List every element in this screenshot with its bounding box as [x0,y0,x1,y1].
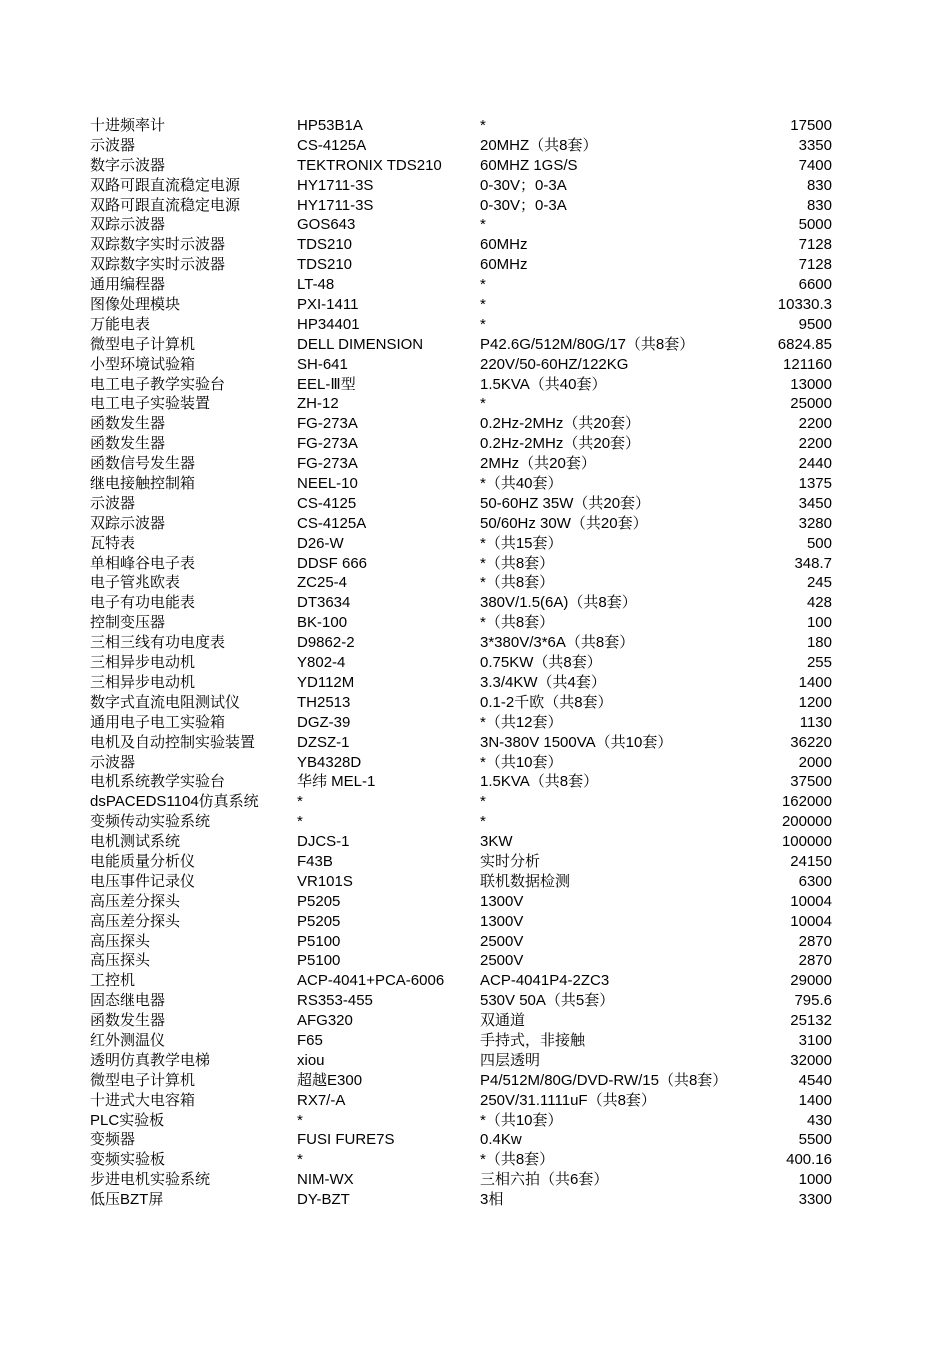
price-cell: 10330.3 [777,296,832,314]
specification-cell: 联机数据检测 [480,872,571,890]
model-cell: F65 [297,1031,323,1049]
table-row [90,613,832,633]
specification-cell: 250V/31.1111uF（共8套） [480,1091,656,1109]
specification-cell: 0.2Hz-2MHz（共20套） [480,435,641,453]
table-row [90,375,832,395]
equipment-name-cell: 三相异步电动机 [90,673,196,691]
model-cell: P5100 [297,952,341,970]
specification-cell: 0-30V；0-3A [480,176,567,194]
equipment-name-cell: 微型电子计算机 [90,335,196,353]
table-row [90,991,832,1011]
model-cell: CS-4125 [297,494,357,512]
equipment-name-cell: 电压事件记录仪 [90,872,196,890]
price-cell: 9500 [798,315,832,333]
model-cell: ACP-4041+PCA-6006 [297,972,445,990]
equipment-name-cell: 微型电子计算机 [90,1071,196,1089]
equipment-name-cell: 变频器 [90,1131,136,1149]
specification-cell: * [480,276,486,294]
price-cell: 10004 [790,912,832,930]
model-cell: CS-4125A [297,514,367,532]
equipment-name-cell: 高压探头 [90,952,151,970]
equipment-name-cell: 示波器 [90,753,136,771]
price-cell: 430 [806,1111,832,1129]
specification-cell: 1300V [480,912,524,930]
specification-cell: 60MHz [480,236,528,254]
table-row [90,673,832,693]
price-cell: 1130 [799,713,832,731]
model-cell: P5205 [297,912,341,930]
specification-cell: 220V/50-60HZ/122KG [480,355,629,373]
table-row [90,593,832,613]
specification-cell: 2500V [480,952,524,970]
table-row [90,1031,832,1051]
equipment-name-cell: 通用编程器 [90,276,166,294]
price-cell: 17500 [790,117,832,134]
equipment-name-cell: 电机系统教学实验台 [90,773,226,791]
specification-cell: *（共15套） [480,534,563,552]
model-cell: PXI-1411 [297,296,359,314]
price-cell: 3100 [798,1031,832,1049]
table-row [90,176,832,196]
table-row [90,215,832,235]
equipment-name-cell: 十进式大电容箱 [90,1091,196,1109]
model-cell: DELL DIMENSION [297,335,424,353]
price-cell: 25000 [790,395,832,413]
model-cell: GOS643 [297,216,356,234]
price-cell: 7128 [798,236,832,254]
table-row [90,1071,832,1091]
specification-cell: 实时分析 [480,852,541,870]
equipment-name-cell: 示波器 [90,494,136,512]
equipment-name-cell: 数字式直流电阻测试仪 [90,693,241,711]
equipment-name-cell: 电工电子实验装置 [90,395,211,413]
equipment-name-cell: 通用电子电工实验箱 [90,713,226,731]
price-cell: 2200 [798,435,832,453]
table-row [90,971,832,991]
table-row [90,1150,832,1170]
model-cell: DZSZ-1 [297,733,350,751]
table-row [90,753,832,773]
specification-cell: *（共10套） [480,1111,563,1129]
equipment-name-cell: 控制变压器 [90,614,166,632]
price-cell: 25132 [790,1012,832,1030]
specification-cell: *（共8套） [480,574,555,592]
equipment-name-cell: 工控机 [90,972,136,990]
model-cell: xiou [297,1051,325,1069]
specification-cell: 3*380V/3*6A（共8套） [480,634,635,652]
specification-cell: *（共10套） [480,753,563,771]
equipment-name-cell: 透明仿真教学电梯 [90,1051,211,1069]
table-row [90,872,832,892]
model-cell: RX7/-A [297,1091,346,1109]
specification-cell: 50-60HZ 35W（共20套） [480,494,651,512]
equipment-name-cell: 低压BZT屏 [90,1191,164,1209]
equipment-name-cell: dsPACEDS1104仿真系统 [90,793,259,811]
specification-cell: 双通道 [480,1012,526,1030]
equipment-name-cell: 数字示波器 [90,156,166,174]
equipment-name-cell: 瓦特表 [90,534,136,552]
equipment-name-cell: 三相三线有功电度表 [90,634,226,652]
table-row [90,434,832,454]
table-row [90,196,832,216]
specification-cell: 3相 [480,1191,504,1209]
model-cell: CS-4125A [297,136,367,154]
specification-cell: 0.75KW（共8套） [480,654,602,672]
model-cell: ZH-12 [297,395,339,413]
model-cell: EEL-Ⅲ型 [297,375,356,393]
equipment-name-cell: 小型环境试验箱 [90,355,196,373]
table-row [90,912,832,932]
specification-cell: *（共8套） [480,614,555,632]
table-row [90,554,832,574]
table-row [90,772,832,792]
price-cell: 24150 [790,852,832,870]
equipment-name-cell: 函数信号发生器 [90,455,196,473]
table-row [90,892,832,912]
equipment-name-cell: 红外测温仪 [90,1031,166,1049]
specification-cell: * [480,793,486,811]
specification-cell: P42.6G/512M/80G/17（共8套） [480,335,695,353]
price-cell: 2870 [798,952,832,970]
model-cell: * [297,793,303,811]
specification-cell: 四层透明 [480,1051,541,1069]
equipment-name-cell: 函数发生器 [90,435,166,453]
table-row [90,315,832,335]
specification-cell: * [480,813,486,831]
table-row [90,1091,832,1111]
equipment-name-cell: PLC实验板 [90,1111,165,1129]
model-cell: * [297,1151,303,1169]
specification-cell: 1.5KVA（共8套） [480,773,599,791]
equipment-name-cell: 高压差分探头 [90,912,181,930]
price-cell: 255 [806,654,832,672]
price-cell: 1400 [798,673,832,691]
specification-cell: 0-30V；0-3A [480,196,567,214]
equipment-name-cell: 双路可跟直流稳定电源 [90,176,241,194]
equipment-name-cell: 函数发生器 [90,1012,166,1030]
specification-cell: 1300V [480,892,524,910]
table-row [90,1130,832,1150]
table-row [90,713,832,733]
specification-cell: 3N-380V 1500VA（共10套） [480,733,673,751]
model-cell: DDSF 666 [297,554,368,572]
equipment-name-cell: 变频实验板 [90,1151,166,1169]
model-cell: YD112M [297,673,355,691]
equipment-name-cell: 双踪示波器 [90,514,166,532]
table-row [90,653,832,673]
price-cell: 200000 [781,813,832,831]
equipment-name-cell: 电能质量分析仪 [90,852,196,870]
table-row [90,1051,832,1071]
price-cell: 3280 [798,514,832,532]
specification-cell: * [480,315,486,333]
model-cell: RS353-455 [297,992,373,1010]
specification-cell: * [480,117,486,134]
equipment-name-cell: 继电接触控制箱 [90,475,196,493]
model-cell: F43B [297,852,333,870]
price-cell: 3450 [798,494,832,512]
equipment-name-cell: 电机及自动控制实验装置 [90,733,256,751]
model-cell: D9862-2 [297,634,355,652]
equipment-name-cell: 示波器 [90,136,136,154]
specification-cell: 530V 50A（共5套） [480,992,615,1010]
specification-cell: 60MHz [480,256,528,274]
specification-cell: 1.5KVA（共40套） [480,375,607,393]
equipment-name-cell: 电工电子教学实验台 [90,375,226,393]
price-cell: 795.6 [794,992,832,1010]
specification-cell: *（共40套） [480,475,563,493]
table-row [90,414,832,434]
price-cell: 29000 [790,972,832,990]
model-cell: FG-273A [297,415,358,433]
table-row [90,1170,832,1190]
equipment-name-cell: 高压探头 [90,932,151,950]
specification-cell: *（共8套） [480,1151,555,1169]
price-cell: 4540 [798,1071,832,1089]
model-cell: HY1711-3S [297,176,374,194]
equipment-name-cell: 万能电表 [90,315,151,333]
equipment-name-cell: 电子有功电能表 [90,594,196,612]
table-row [90,951,832,971]
table-row [90,116,832,136]
table-row [90,1011,832,1031]
table-row [90,792,832,812]
model-cell: BK-100 [297,614,348,632]
price-cell: 3350 [798,136,832,154]
table-row [90,295,832,315]
model-cell: 华纬 MEL-1 [297,773,376,791]
specification-cell: 0.2Hz-2MHz（共20套） [480,415,641,433]
specification-cell: 3.3/4KW（共4套） [480,673,606,691]
table-row [90,534,832,554]
price-cell: 2200 [798,415,832,433]
specification-cell: 手持式，非接触 [480,1031,586,1049]
model-cell: D26-W [297,534,344,552]
price-cell: 1000 [798,1171,832,1189]
equipment-name-cell: 单相峰谷电子表 [90,554,196,572]
equipment-name-cell: 双路可跟直流稳定电源 [90,196,241,214]
table-row [90,355,832,375]
price-cell: 500 [806,534,832,552]
equipment-table [90,116,832,1210]
price-cell: 100 [806,614,832,632]
specification-cell: 380V/1.5(6A)（共8套） [480,594,637,612]
price-cell: 162000 [781,793,832,811]
specification-cell: *（共8套） [480,554,555,572]
price-cell: 2440 [798,455,832,473]
table-row [90,852,832,872]
specification-cell: 三相六拍（共6套） [480,1171,609,1189]
table-row [90,136,832,156]
price-cell: 10004 [790,892,832,910]
table-row [90,812,832,832]
price-cell: 37500 [790,773,832,791]
specification-cell: *（共12套） [480,713,563,731]
equipment-name-cell: 十进频率计 [90,117,166,134]
specification-cell: * [480,395,486,413]
price-cell: 830 [806,196,832,214]
table-row [90,1111,832,1131]
equipment-name-cell: 电子管兆欧表 [90,574,181,592]
specification-cell: 2MHz（共20套） [480,455,596,473]
price-cell: 100000 [781,833,832,851]
table-row [90,454,832,474]
model-cell: P5100 [297,932,341,950]
table-row [90,335,832,355]
model-cell: YB4328D [297,753,362,771]
model-cell: 超越E300 [297,1071,363,1089]
price-cell: 1400 [798,1091,832,1109]
price-cell: 5500 [798,1131,832,1149]
table-row [90,394,832,414]
price-cell: 5000 [798,216,832,234]
specification-cell: 0.1-2千欧（共8套） [480,693,613,711]
model-cell: FG-273A [297,435,358,453]
price-cell: 830 [806,176,832,194]
price-cell: 6824.85 [777,335,832,353]
specification-cell: ACP-4041P4-2ZC3 [480,972,610,990]
model-cell: LT-48 [297,276,335,294]
table-row [90,573,832,593]
specification-cell: 20MHZ（共8套） [480,136,598,154]
specification-cell: * [480,296,486,314]
model-cell: DT3634 [297,594,351,612]
price-cell: 245 [806,574,832,592]
specification-cell: 60MHZ 1GS/S [480,156,578,174]
model-cell: DGZ-39 [297,713,351,731]
table-row [90,932,832,952]
table-row [90,156,832,176]
price-cell: 121160 [783,355,832,373]
model-cell: TH2513 [297,693,351,711]
table-row [90,275,832,295]
price-cell: 1200 [798,693,832,711]
model-cell: TDS210 [297,236,353,254]
model-cell: HY1711-3S [297,196,374,214]
model-cell: AFG320 [297,1012,353,1030]
model-cell: * [297,813,303,831]
specification-cell: 2500V [480,932,524,950]
model-cell: HP34401 [297,315,360,333]
table-row [90,474,832,494]
model-cell: HP53B1A [297,117,363,134]
specification-cell: * [480,216,486,234]
model-cell: Y802-4 [297,654,346,672]
price-cell: 2870 [798,932,832,950]
equipment-name-cell: 图像处理模块 [90,296,181,314]
model-cell: TDS210 [297,256,353,274]
price-cell: 180 [806,634,832,652]
price-cell: 7400 [798,156,832,174]
price-cell: 2000 [798,753,832,771]
table-row [90,255,832,275]
model-cell: NEEL-10 [297,475,358,493]
equipment-name-cell: 双踪示波器 [90,216,166,234]
specification-cell: 0.4Kw [480,1131,522,1149]
table-row [90,514,832,534]
price-cell: 32000 [790,1051,832,1069]
equipment-name-cell: 固态继电器 [90,992,166,1010]
model-cell: FG-273A [297,455,358,473]
table-row [90,494,832,514]
model-cell: SH-641 [297,355,348,373]
equipment-name-cell: 步进电机实验系统 [90,1171,211,1189]
model-cell: P5205 [297,892,341,910]
price-cell: 1375 [798,475,832,493]
table-row [90,235,832,255]
price-cell: 6300 [798,872,832,890]
model-cell: VR101S [297,872,353,890]
equipment-name-cell: 高压差分探头 [90,892,181,910]
price-cell: 348.7 [794,554,832,572]
model-cell: NIM-WX [297,1171,354,1189]
equipment-name-cell: 双踪数字实时示波器 [90,256,226,274]
model-cell: FUSI FURE7S [297,1131,395,1149]
price-cell: 400.16 [786,1151,832,1169]
price-cell: 6600 [798,276,832,294]
equipment-name-cell: 双踪数字实时示波器 [90,236,226,254]
equipment-name-cell: 电机测试系统 [90,833,181,851]
equipment-name-cell: 变频传动实验系统 [90,813,211,831]
model-cell: DJCS-1 [297,833,350,851]
table-row [90,832,832,852]
table-row [90,1190,832,1210]
price-cell: 36220 [790,733,832,751]
specification-cell: 50/60Hz 30W（共20套） [480,514,648,532]
price-cell: 428 [806,594,832,612]
table-row [90,733,832,753]
price-cell: 3300 [798,1191,832,1209]
model-cell: * [297,1111,303,1129]
table-row [90,693,832,713]
price-cell: 13000 [790,375,832,393]
model-cell: ZC25-4 [297,574,348,592]
specification-cell: 3KW [480,833,513,851]
model-cell: TEKTRONIX TDS210 [297,156,442,174]
specification-cell: P4/512M/80G/DVD-RW/15（共8套） [480,1071,728,1089]
model-cell: DY-BZT [297,1191,350,1209]
equipment-name-cell: 函数发生器 [90,415,166,433]
price-cell: 7128 [798,256,832,274]
equipment-name-cell: 三相异步电动机 [90,654,196,672]
table-row [90,633,832,653]
